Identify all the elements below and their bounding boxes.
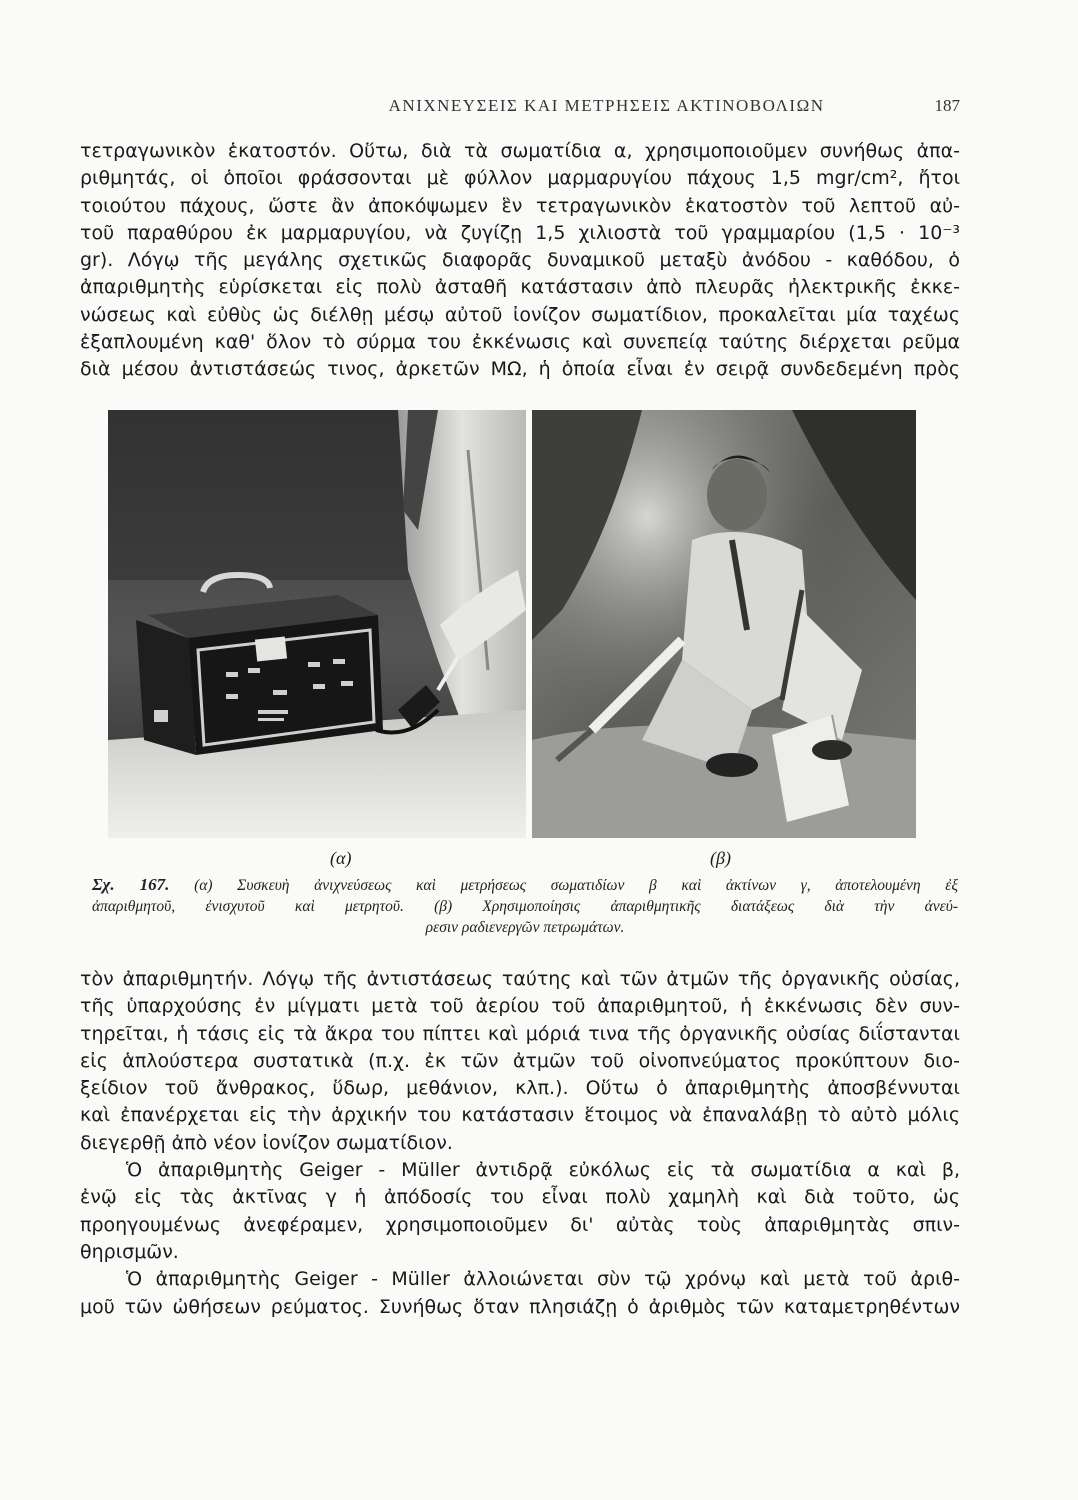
caption-text: (α) Συσκευὴ ἀνιχνεύσεως καὶ μετρήσεως σωματιδίων β καὶ ἀκτίνων γ, ἀποτελουμένη ἐξ <box>194 877 958 894</box>
running-head <box>80 96 960 116</box>
text-line: τηρεῖται, ἡ τάσις εἰς τὰ ἄκρα του πίπτει καὶ μόριά τινα τῆς ὀργανικῆς οὐσίας διΐστανται <box>80 1022 960 1045</box>
text-line: διεγερθῇ ἀπὸ νέον ἰονίζον σωματίδιον. <box>80 1131 453 1154</box>
figure-number: Σχ. 167. <box>92 875 170 894</box>
figure-caption <box>92 874 958 938</box>
text-line: τοῦ παραθύρου ἐκ μαρμαρυγίου, νὰ ζυγίζῃ 1,5 χιλιοστὰ τοῦ γραμμαρίου (1,5 · 10⁻³ <box>80 221 960 244</box>
text-line: Ὁ ἀπαριθμητὴς Geiger - Müller ἀλλοιώνεται σὺν τῷ χρόνῳ καὶ μετὰ τοῦ ἀριθ- <box>126 1268 960 1291</box>
photo-field-prospecting <box>532 410 916 838</box>
text-line: τετραγωνικὸν ἑκατοστόν. Οὕτω, διὰ τὰ σωματίδια α, χρησιμοποιοῦμεν συνήθως ἀπα- <box>80 140 960 162</box>
subfigure-labels <box>108 848 916 870</box>
text-line: ἀπαριθμητὴς εὑρίσκεται εἰς πολὺ ἀσταθῆ κατάστασιν ἀπὸ πλευρᾶς ἠλεκτρικῆς ἐκκε- <box>80 276 960 299</box>
paragraph-top <box>80 138 960 384</box>
text-line: τῆς ὑπαρχούσης ἐν μίγματι μετὰ τοῦ ἀερίου τοῦ ἀπαριθμητοῦ, ἡ ἐκκένωσις δὲν συν- <box>80 995 960 1018</box>
paragraph-bottom <box>80 966 960 1321</box>
text-line: εἰς ἁπλούστερα συστατικὰ (π.χ. ἐκ τῶν ἀτμῶν τοῦ οἰνοπνεύματος προκύπτουν διο- <box>80 1049 960 1072</box>
text-line: τοιούτου πάχους, ὥστε ἂν ἀποκόψωμεν ἓν τετραγωνικὸν ἑκατοστὸν τοῦ λεπτοῦ αὐ- <box>80 194 960 217</box>
subfigure-label-b: (β) <box>710 848 731 868</box>
text-line: ἐνῷ εἰς τὰς ἀκτῖνας γ ἡ ἀπόδοσίς του εἶναι πολὺ χαμηλὴ καὶ διὰ τοῦτο, ὡς <box>80 1186 960 1209</box>
text-line: καὶ ἐπανέρχεται εἰς τὴν ἀρχικήν του κατάστασιν ἕτοιμος νὰ ἐπαναλάβῃ τὸ αὐτὸ μόλις <box>80 1104 960 1127</box>
text-line: μοῦ τῶν ὠθήσεων ρεύματος. Συνήθως ὅταν πλησιάζῃ ὁ ἀριθμὸς τῶν καταμετρηθέντων <box>80 1295 960 1318</box>
text-line: Ὁ ἀπαριθμητὴς Geiger - Müller ἀντιδρᾷ εὐκόλως εἰς τὰ σωματίδια α καὶ β, <box>126 1159 960 1182</box>
text-line: ριθμητάς, οἱ ὁποῖοι φράσσονται μὲ φύλλον μαρμαρυγίου πάχους 1,5 mgr/cm², ἤτοι <box>80 167 960 190</box>
photo-counter-apparatus <box>108 410 526 838</box>
text-line: νώσεως καὶ εὐθὺς ὡς διέλθῃ μέσῳ αὐτοῦ ἰονίζον σωματίδιον, προκαλεῖται μία ταχέως <box>80 303 960 326</box>
caption-line: ρεσιν ραδιενεργῶν πετρωμάτων. <box>425 919 625 936</box>
text-line: gr). Λόγῳ τῆς μεγάλης σχετικῶς διαφορᾶς δυναμικοῦ μεταξὺ ἀνόδου - καθόδου, ὁ <box>80 249 960 272</box>
page-number: 187 <box>934 96 960 115</box>
running-title: ΑΝΙΧΝΕΥΣΕΙΣ ΚΑΙ ΜΕΤΡΗΣΕΙΣ ΑΚΤΙΝΟΒΟΛΙΩΝ <box>388 96 825 115</box>
text-line: θηρισμῶν. <box>80 1240 179 1263</box>
text-line: τὸν ἀπαριθμητήν. Λόγῳ τῆς ἀντιστάσεως ταύτης καὶ τῶν ἀτμῶν τῆς ὀργανικῆς οὐσίας, <box>80 968 960 990</box>
subfigure-label-a: (α) <box>330 848 352 868</box>
text-line: ἐξαπλουμένη καθ' ὅλον τὸ σύρμα του ἐκκένωσις καὶ συνεπείᾳ ταύτης διέρχεται ρεῦμα <box>80 331 960 354</box>
text-line: διὰ μέσου ἀντιστάσεώς τινος, ἀρκετῶν ΜΩ, ἡ ὁποία εἶναι ἐν σειρᾷ συνδεδεμένη πρὸς <box>80 358 960 381</box>
figure-167 <box>108 410 916 838</box>
text-line: ξείδιον τοῦ ἄνθρακος, ὕδωρ, μεθάνιον, κλπ.). Οὕτω ὁ ἀπαριθμητὴς ἀποσβέννυται <box>80 1077 960 1100</box>
caption-line <box>92 874 958 896</box>
caption-line: ἀπαριθμητοῦ, ἐνισχυτοῦ καὶ μετρητοῦ. (β) Χρησιμοποίησις ἀπαριθμητικῆς διατάξεως διὰ τὴν ἀνεύ- <box>92 898 958 915</box>
text-line: προηγουμένως ἀνεφέραμεν, χρησιμοποιοῦμεν δι' αὐτὰς τοὺς ἀπαριθμητὰς σπιν- <box>80 1213 960 1236</box>
